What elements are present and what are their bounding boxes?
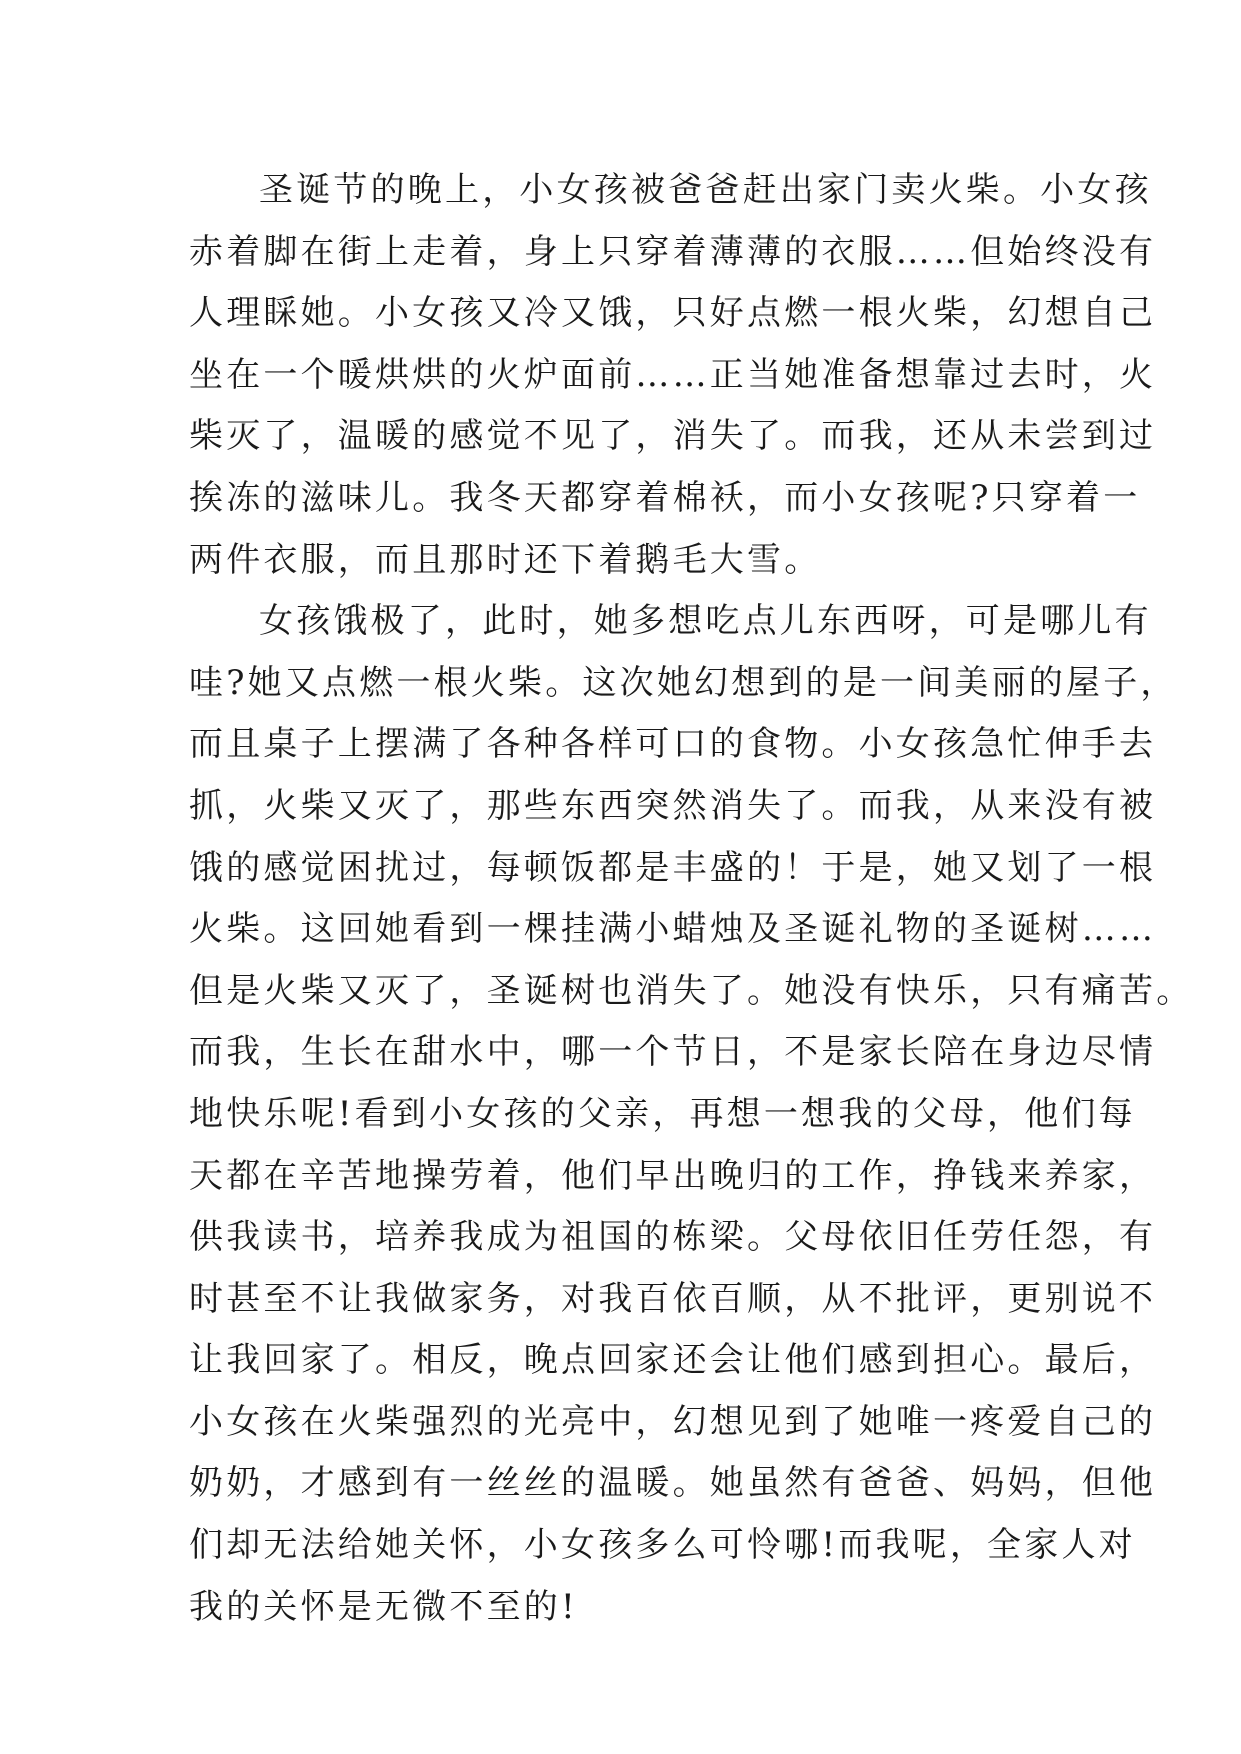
paragraph-line: 让我回家了。相反，晚点回家还会让他们感到担心。最后， bbox=[189, 1340, 1157, 1381]
paragraph-line: 而且桌子上摆满了各种各样可口的食物。小女孩急忙伸手去 bbox=[189, 724, 1157, 765]
paragraph-line: 赤着脚在街上走着，身上只穿着薄薄的衣服……但始终没有 bbox=[189, 231, 1157, 272]
paragraph-line: 两件衣服，而且那时还下着鹅毛大雪。 bbox=[189, 539, 822, 580]
paragraph-line: 饿的感觉困扰过，每顿饭都是丰盛的！于是，她又划了一根 bbox=[189, 847, 1157, 888]
paragraph-line: 时甚至不让我做家务，对我百依百顺，从不批评，更别说不 bbox=[189, 1278, 1157, 1319]
paragraph-line: 挨冻的滋味儿。我冬天都穿着棉袄，而小女孩呢?只穿着一 bbox=[189, 477, 1141, 518]
paragraph-line: 天都在辛苦地操劳着，他们早出晚归的工作，挣钱来养家， bbox=[189, 1155, 1157, 1196]
paragraph-line: 们却无法给她关怀，小女孩多么可怜哪!而我呢，全家人对 bbox=[189, 1525, 1136, 1566]
paragraph-line: 人理睬她。小女孩又冷又饿，只好点燃一根火柴，幻想自己 bbox=[189, 293, 1157, 334]
paragraph-2 bbox=[189, 591, 1194, 1638]
document-body bbox=[189, 160, 1194, 1638]
paragraph-line: 但是火柴又灭了，圣诞树也消失了。她没有快乐，只有痛苦。 bbox=[189, 970, 1194, 1011]
paragraph-line: 圣诞节的晚上，小女孩被爸爸赶出家门卖火柴。小女孩 bbox=[259, 170, 1152, 210]
paragraph-line: 而我，生长在甜水中，哪一个节日，不是家长陪在身边尽情 bbox=[189, 1032, 1157, 1073]
paragraph-line: 坐在一个暖烘烘的火炉面前……正当她准备想靠过去时，火 bbox=[189, 354, 1157, 395]
paragraph-1 bbox=[189, 160, 1157, 591]
paragraph-line: 我的关怀是无微不至的! bbox=[189, 1586, 578, 1627]
paragraph-line: 小女孩在火柴强烈的光亮中，幻想见到了她唯一疼爱自己的 bbox=[189, 1401, 1157, 1442]
paragraph-line: 哇?她又点燃一根火柴。这次她幻想到的是一间美丽的屋子， bbox=[189, 662, 1178, 703]
paragraph-line: 柴灭了，温暖的感觉不见了，消失了。而我，还从未尝到过 bbox=[189, 416, 1157, 457]
paragraph-line: 火柴。这回她看到一棵挂满小蜡烛及圣诞礼物的圣诞树…… bbox=[189, 909, 1157, 950]
paragraph-line: 女孩饿极了，此时，她多想吃点儿东西呀，可是哪儿有 bbox=[259, 601, 1152, 642]
paragraph-line: 供我读书，培养我成为祖国的栋梁。父母依旧任劳任怨，有 bbox=[189, 1217, 1157, 1258]
paragraph-line: 抓，火柴又灭了，那些东西突然消失了。而我，从来没有被 bbox=[189, 785, 1157, 826]
paragraph-line: 地快乐呢!看到小女孩的父亲，再想一想我的父母，他们每 bbox=[189, 1093, 1136, 1134]
paragraph-line: 奶奶，才感到有一丝丝的温暖。她虽然有爸爸、妈妈，但他 bbox=[189, 1463, 1157, 1504]
